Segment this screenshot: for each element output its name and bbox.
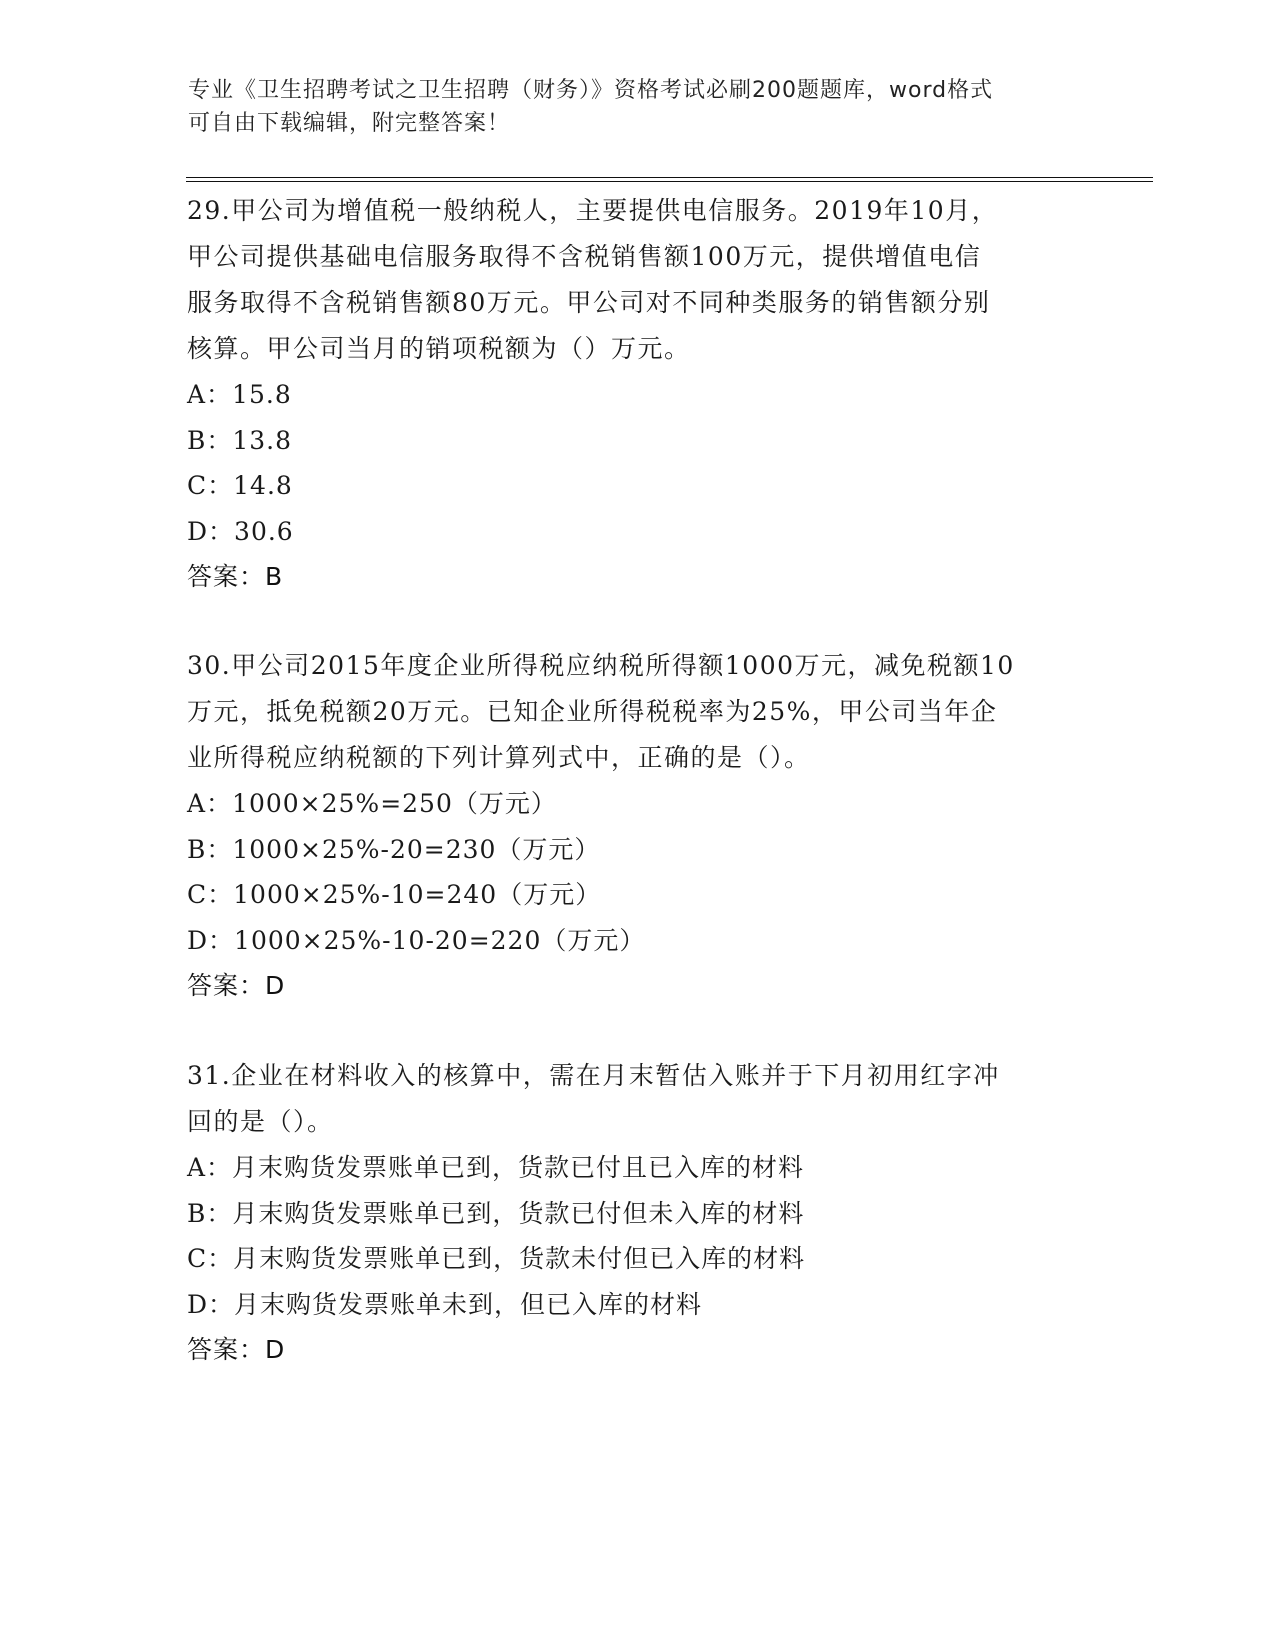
option-d: D：1000×25%-10-20=220（万元） <box>187 925 646 955</box>
question-stem-line: 30.甲公司2015年度企业所得税应纳税所得额1000万元，减免税额10 <box>187 651 1015 680</box>
page-header <box>188 74 1088 140</box>
option-d: D：30.6 <box>187 516 294 546</box>
option-a: A：15.8 <box>187 380 292 409</box>
question-29 <box>187 188 1087 600</box>
answer-label: 答案：D <box>187 971 286 1000</box>
question-stem-line: 29.甲公司为增值税一般纳税人，主要提供电信服务。2019年10月， <box>187 196 999 225</box>
option-b: B：13.8 <box>187 425 293 455</box>
option-c: C：14.8 <box>187 471 293 500</box>
question-stem-line: 核算。甲公司当月的销项税额为（）万元。 <box>187 334 691 363</box>
header-line-1: 专业《卫生招聘考试之卫生招聘（财务）》资格考试必刷200题题库，word格式 <box>188 78 994 103</box>
answer-label: 答案：D <box>187 1335 286 1364</box>
question-30 <box>187 643 1087 1009</box>
question-stem-line: 回的是（）。 <box>187 1107 334 1136</box>
question-stem-line: 万元，抵免税额20万元。已知企业所得税税率为25%，甲公司当年企 <box>187 697 998 726</box>
question-stem-line: 甲公司提供基础电信服务取得不含税销售额100万元，提供增值电信 <box>187 242 982 271</box>
answer-label: 答案：B <box>187 562 284 591</box>
option-a: A：1000×25%=250（万元） <box>187 789 557 818</box>
question-stem-line: 业所得税应纳税额的下列计算列式中，正确的是（）。 <box>187 743 811 772</box>
header-line-2: 可自由下载编辑，附完整答案！ <box>188 111 511 136</box>
option-c: C：月末购货发票账单已到，货款未付但已入库的材料 <box>187 1244 806 1273</box>
header-divider <box>186 177 1153 182</box>
option-a: A：月末购货发票账单已到，货款已付且已入库的材料 <box>187 1153 805 1182</box>
option-b: B：月末购货发票账单已到，货款已付但未入库的材料 <box>187 1198 805 1228</box>
option-b: B：1000×25%-20=230（万元） <box>187 834 601 864</box>
question-stem-line: 服务取得不含税销售额80万元。甲公司对不同种类服务的销售额分别 <box>187 288 991 317</box>
question-31 <box>187 1053 1087 1373</box>
option-d: D：月末购货发票账单未到，但已入库的材料 <box>187 1289 703 1319</box>
question-stem-line: 31.企业在材料收入的核算中，需在月末暂估入账并于下月初用红字冲 <box>187 1061 1000 1090</box>
option-c: C：1000×25%-10=240（万元） <box>187 880 602 909</box>
